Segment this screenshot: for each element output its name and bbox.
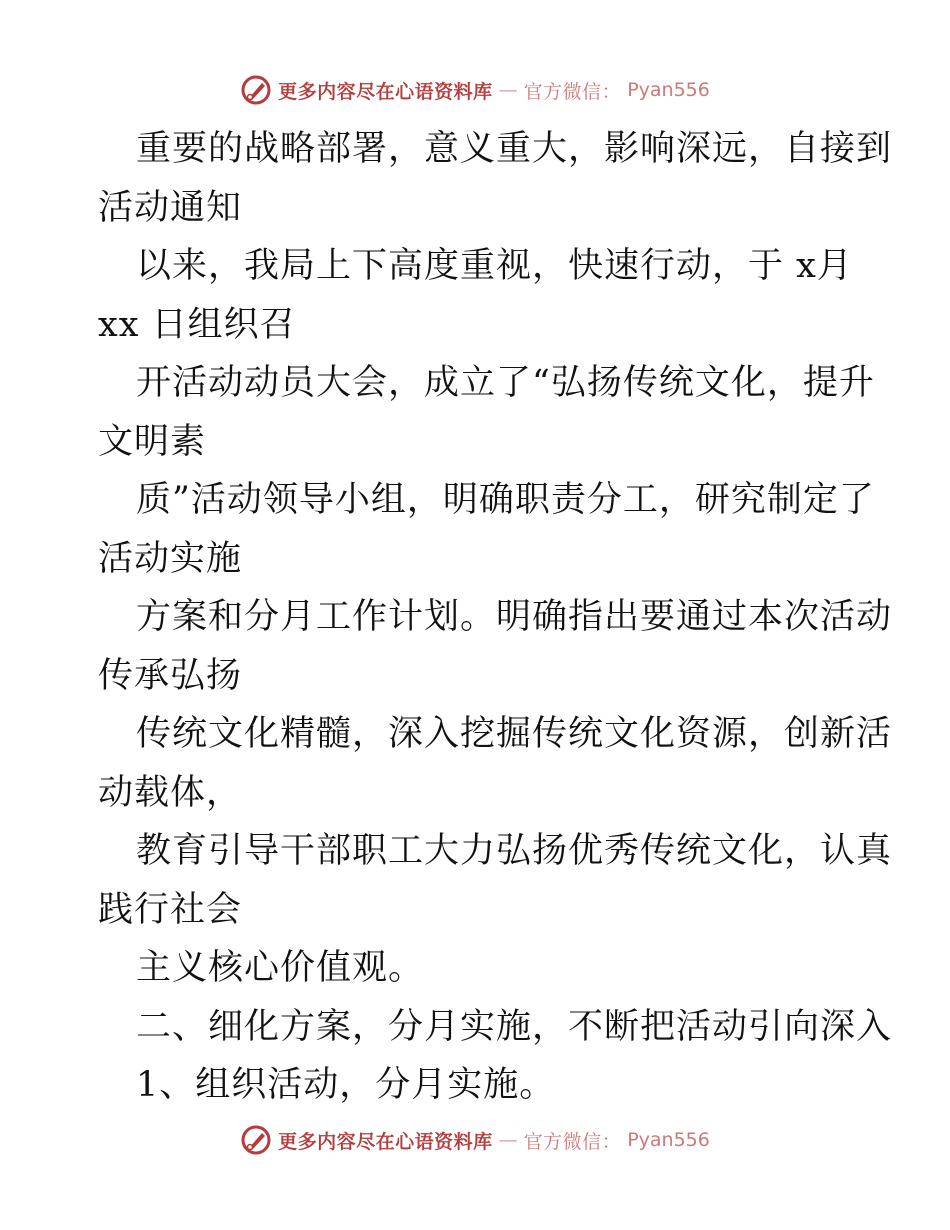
document-line: 活动通知: [98, 187, 243, 228]
watermark-separator: —: [498, 1129, 518, 1151]
quill-pen-circle-icon: [240, 1124, 272, 1156]
watermark-separator: —: [498, 79, 518, 101]
document-line: 践行社会: [98, 889, 243, 930]
document-line: 开活动动员大会，成立了“弘扬传统文化，提升: [136, 363, 875, 403]
document-line: 二、细化方案，分月实施，不断把活动引向深入: [136, 1006, 893, 1047]
watermark-brand-text: 更多内容尽在心语资料库: [278, 1130, 493, 1153]
document-line: 以来，我局上下高度重视，快速行动，于 x月: [136, 246, 853, 286]
document-line: 传统文化精髓，深入挖掘传统文化资源，创新活: [136, 714, 893, 754]
document-line: 文明素: [98, 421, 207, 462]
document-line: 质”活动领导小组，明确职责分工，研究制定了: [136, 480, 875, 520]
quill-pen-circle-icon: [240, 74, 272, 106]
document-line: xx 日组织召: [98, 304, 296, 345]
watermark-brand-text: 更多内容尽在心语资料库: [278, 80, 493, 103]
document-line: 活动实施: [98, 538, 243, 579]
document-line: 主义核心价值观。: [136, 948, 425, 988]
watermark-wechat-id: Pyan556: [627, 1129, 710, 1151]
watermark-official-label: 官方微信：: [523, 80, 622, 103]
header-watermark: [0, 70, 950, 110]
watermark-wechat-id: Pyan556: [627, 79, 710, 101]
document-line: 重要的战略部署，意义重大，影响深远，自接到: [136, 129, 893, 169]
document-body: [98, 120, 893, 1115]
document-line: 1、组织活动，分月实施。: [136, 1065, 556, 1105]
document-line: 方案和分月工作计划。明确指出要通过本次活动: [136, 597, 893, 637]
document-line: 传承弘扬: [98, 655, 243, 696]
document-line: 动载体，: [98, 772, 243, 813]
footer-watermark: [0, 1120, 950, 1160]
document-line: 教育引导干部职工大力弘扬优秀传统文化，认真: [136, 831, 893, 871]
watermark-official-label: 官方微信：: [523, 1130, 622, 1153]
